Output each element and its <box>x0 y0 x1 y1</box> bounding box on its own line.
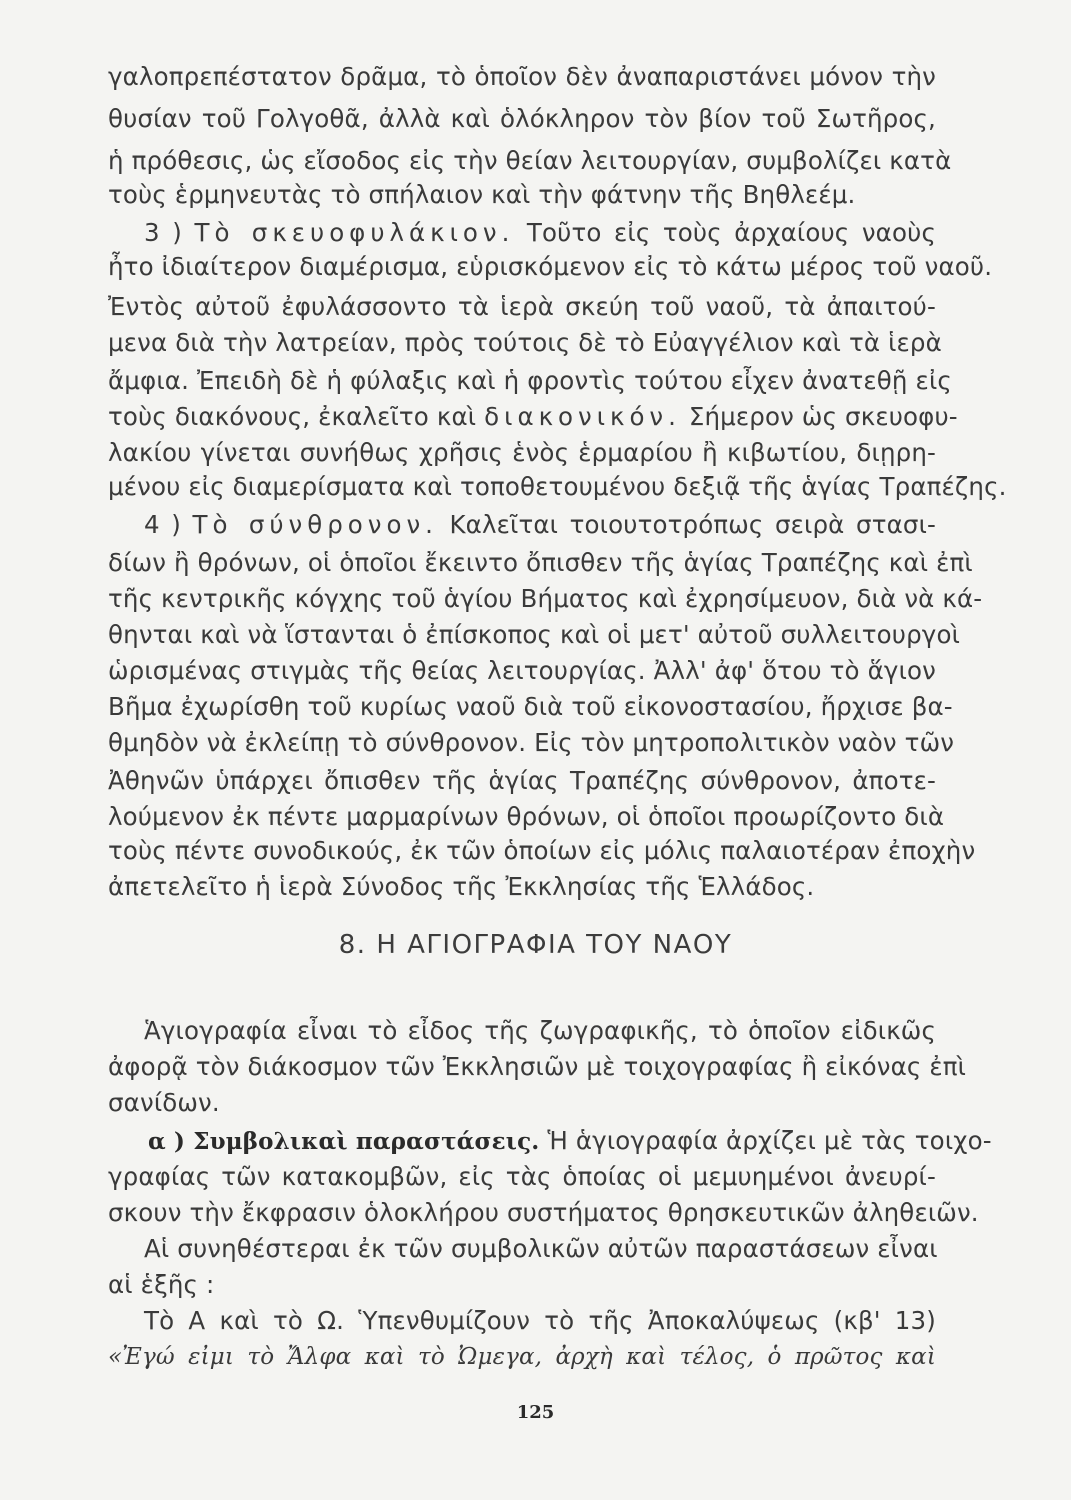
text-line: μένου εἰς διαμερίσματα καὶ τοποθετουμένου δεξιᾷ τῆς ἁγίας Τραπέζης. <box>108 472 1007 501</box>
text-line: θηνται καὶ νὰ ἵστανται ὁ ἐπίσκοπος καὶ οἱ μετ' αὐτοῦ συλλειτουργοὶ <box>108 620 961 649</box>
subsection-a-line <box>108 1124 992 1158</box>
text-line: ἦτο ἰδιαίτερον διαμέρισμα, εὑρισκόμενον εἰς τὸ κάτω μέρος τοῦ ναοῦ. <box>108 252 993 281</box>
text-line: σανίδων. <box>108 1088 220 1117</box>
term-diakonikon: διακονικόν. <box>484 402 681 431</box>
section-title: Τὸ σκευοφυλάκιον. <box>194 218 515 247</box>
item-number: 4 ) <box>144 510 193 539</box>
text-line: θυσίαν τοῦ Γολγοθᾶ, ἀλλὰ καὶ ὁλόκληρον τὸν βίον τοῦ Σωτῆρος, <box>108 104 936 133</box>
text-line: Ἐντὸς αὐτοῦ ἐφυλάσσοντο τὰ ἱερὰ σκεύη τοῦ ναοῦ, τὰ ἀπαιτού- <box>108 292 936 321</box>
quotation-line: «Ἐγώ εἰμι τὸ Ἄλφα καὶ τὸ Ὠμεγα, ἀρχὴ καὶ τέλος, ὁ πρῶτος καὶ <box>108 1344 936 1370</box>
text-line: αἱ ἑξῆς : <box>108 1270 215 1299</box>
text-line: γραφίας τῶν κατακομβῶν, εἰς τὰς ὁποίας οἱ μεμυημένοι ἀνευρί- <box>108 1162 936 1191</box>
text-line: τῆς κεντρικῆς κόγχης τοῦ ἁγίου Βήματος καὶ ἐχρησίμευον, διὰ νὰ κά- <box>108 584 983 613</box>
text-line: λακίου γίνεται συνήθως χρῆσις ἑνὸς ἑρμαρίου ἢ κιβωτίου, διῃρη- <box>108 438 936 467</box>
text-line: θμηδὸν νὰ ἐκλείπῃ τὸ σύνθρονον. Εἰς τὸν μητροπολιτικὸν ναὸν τῶν <box>108 728 955 757</box>
item-number: 3 ) <box>144 218 195 247</box>
text-run: Καλεῖται τοιουτοτρόπως σειρὰ στασι- <box>437 510 936 539</box>
section-4-heading-line <box>108 508 936 542</box>
text-line-with-term <box>108 400 958 434</box>
text-run: Αἱ συνηθέστεραι ἐκ τῶν συμβολικῶν αὐτῶν παραστάσεων εἶναι <box>144 1234 938 1263</box>
section-3-heading-line <box>108 216 936 250</box>
text-line: Ἀθηνῶν ὑπάρχει ὄπισθεν τῆς ἁγίας Τραπέζης σύνθρονον, ἀποτε- <box>108 766 936 795</box>
text-line: μενα διὰ τὴν λατρείαν, πρὸς τούτοις δὲ τὸ Εὐαγγέλιον καὶ τὰ ἱερὰ <box>108 328 942 357</box>
text-line: ὡρισμένας στιγμὰς τῆς θείας λειτουργίας. Ἀλλ' ἀφ' ὅτου τὸ ἅγιον <box>108 656 936 685</box>
text-line: ἡ πρόθεσις, ὡς εἴσοδος εἰς τὴν θείαν λειτουργίαν, συμβολίζει κατὰ <box>108 146 952 175</box>
text-line: τοὺς ἑρμηνευτὰς τὸ σπήλαιον καὶ τὴν φάτνην τῆς Βηθλεέμ. <box>108 180 856 209</box>
text-line: ἀπετελεῖτο ἡ ἱερὰ Σύνοδος τῆς Ἐκκλησίας τῆς Ἑλλάδος. <box>108 872 815 901</box>
text-line: δίων ἢ θρόνων, οἱ ὁποῖοι ἔκειντο ὄπισθεν τῆς ἁγίας Τραπέζης καὶ ἐπὶ <box>108 548 973 577</box>
section-title: Τὸ σύνθρονον. <box>192 510 438 539</box>
text-line: γαλοπρεπέστατον δρᾶμα, τὸ ὁποῖον δὲν ἀναπαριστάνει μόνον τὴν <box>108 62 936 91</box>
text-line: σκουν τὴν ἔκφρασιν ὁλοκλήρου συστήματος θρησκευτικῶν ἀληθειῶν. <box>108 1198 979 1227</box>
text-line: τοὺς πέντε συνοδικούς, ἐκ τῶν ὁποίων εἰς μόλις παλαιοτέραν ἐποχὴν <box>108 836 976 865</box>
text-run: Σήμερον ὡς σκευοφυ- <box>680 402 958 431</box>
text-run: Ἁγιογραφία εἶναι τὸ εἶδος τῆς ζωγραφικῆς, τὸ ὁποῖον εἰδικῶς <box>144 1016 936 1045</box>
text-run: Ἡ ἁγιογραφία ἀρχίζει μὲ τὰς τοιχο- <box>539 1126 992 1155</box>
text-line <box>108 1014 936 1048</box>
text-line: Βῆμα ἐχωρίσθη τοῦ κυρίως ναοῦ διὰ τοῦ εἰκονοστασίου, ἤρχισε βα- <box>108 692 953 721</box>
text-line: ἄμφια. Ἐπειδὴ δὲ ἡ φύλαξις καὶ ἡ φροντὶς τούτου εἶχεν ἀνατεθῇ εἰς <box>108 366 952 395</box>
text-line <box>108 1232 936 1266</box>
page-number: 125 <box>516 1402 555 1423</box>
chapter-heading: 8. Η ΑΓΙΟΓΡΑΦΙΑ ΤΟΥ ΝΑΟΥ <box>338 930 733 960</box>
subsection-title: α ) Συμβολικαὶ παραστάσεις. <box>148 1128 540 1155</box>
text-line: λούμενον ἐκ πέντε μαρμαρίνων θρόνων, οἱ ὁποῖοι προωρίζοντο διὰ <box>108 802 945 831</box>
text-run: Τοῦτο εἰς τοὺς ἀρχαίους ναοὺς <box>514 218 936 247</box>
text-run: τοὺς διακόνους, ἐκαλεῖτο καὶ <box>108 402 485 431</box>
text-run: Τὸ Α καὶ τὸ Ω. Ὑπενθυμίζουν τὸ τῆς Ἀποκαλύψεως (κβ' 13) <box>144 1306 936 1335</box>
text-line: ἀφορᾷ τὸν διάκοσμον τῶν Ἐκκλησιῶν μὲ τοιχογραφίας ἢ εἰκόνας ἐπὶ <box>108 1052 967 1081</box>
text-line <box>108 1304 936 1338</box>
